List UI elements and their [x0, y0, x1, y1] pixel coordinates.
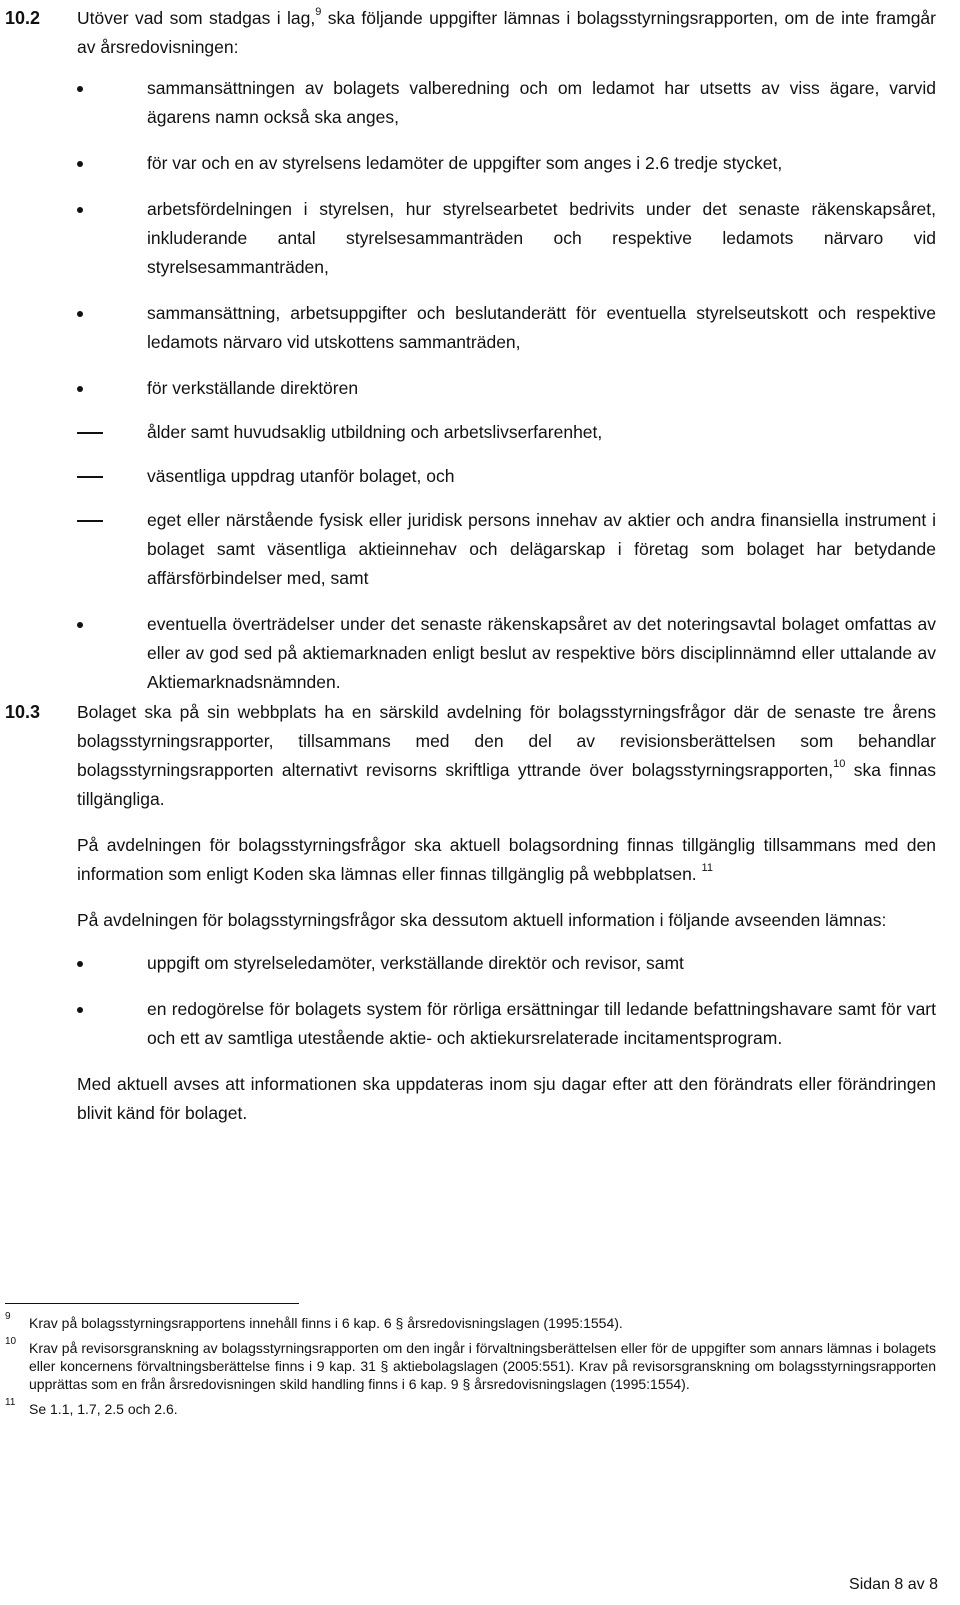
footnotes	[5, 1303, 936, 1425]
bullet-icon	[77, 311, 83, 317]
footnote-text: Krav på bolagsstyrningsrapportens innehåll finns i 6 kap. 6 § årsredovisningslagen (1995:1554).	[29, 1315, 623, 1331]
paragraph: Med aktuell avses att informationen ska uppdateras inom sju dagar efter att den förändrats eller förändringen blivit känd för bolaget.	[77, 1074, 936, 1123]
dash-icon	[77, 432, 103, 434]
section-10-3	[0, 698, 936, 1128]
list-item	[77, 74, 936, 132]
paragraph-text: Bolaget ska på sin webbplats ha en särskild avdelning för bolagsstyrningsfrågor där de senaste tre årens bolagsstyrningsrapporter, tillsammans med den del av revisionsberättelsen som behandlar bolagsstyrningsrapporten alternativt revisorns skriftliga yttrande över bolagsstyrningsrapporten,	[77, 702, 936, 780]
bullet-icon	[77, 622, 83, 628]
dash-item	[77, 418, 936, 447]
dash-item	[77, 506, 936, 593]
intro-text: Utöver vad som stadgas i lag,	[77, 8, 316, 28]
paragraph: På avdelningen för bolagsstyrningsfrågor ska dessutom aktuell information i följande avseenden lämnas:	[77, 910, 887, 930]
footnote	[5, 1397, 936, 1418]
list-item-text: sammansättning, arbetsuppgifter och beslutanderätt för eventuella styrelseutskott och respektive ledamots närvaro vid utskottens sammanträden,	[147, 303, 936, 352]
footnote	[5, 1311, 936, 1332]
dash-item-text: väsentliga uppdrag utanför bolaget, och	[147, 466, 455, 486]
list-item	[77, 949, 936, 978]
footnote-number: 10	[5, 1336, 17, 1347]
dash-icon	[77, 520, 103, 522]
footnote-divider	[5, 1303, 299, 1304]
paragraph-text: På avdelningen för bolagsstyrningsfrågor ska aktuell bolagsordning finnas tillgänglig tillsammans med den information som enligt Koden ska lämnas eller finnas tillgänglig på webbplatsen.	[77, 835, 936, 884]
bullet-list	[77, 74, 936, 697]
list-item-text: sammansättningen av bolagets valberedning och om ledamot har utsetts av viss ägare, varvid ägarens namn också ska anges,	[147, 78, 936, 127]
bullet-icon	[77, 961, 83, 967]
list-item-text: arbetsfördelningen i styrelsen, hur styrelsearbetet bedrivits under det senaste räkenskapsåret, inkluderande antal styrelsesammanträden och respektive ledamots närvaro vid styrelsesammanträden,	[147, 199, 936, 277]
list-item	[77, 195, 936, 282]
dash-list	[77, 418, 936, 593]
bullet-icon	[77, 86, 83, 92]
dash-item	[77, 462, 936, 491]
bullet-icon	[77, 386, 83, 392]
footnote-ref-10[interactable]: 10	[833, 758, 846, 771]
list-item	[77, 374, 936, 593]
footnote-ref-11[interactable]: 11	[701, 862, 713, 875]
section-10-2	[0, 4, 936, 697]
list-item	[77, 299, 936, 357]
list-item	[77, 610, 936, 697]
page-number: Sidan 8 av 8	[849, 1576, 938, 1593]
list-item	[77, 149, 936, 178]
intro-text-cont: ska följande uppgifter lämnas i bolagsstyrningsrapporten, om de inte framgår av årsredovisningen:	[77, 8, 936, 57]
list-item-text: för verkställande direktören	[147, 378, 359, 398]
footnote	[5, 1336, 936, 1393]
dash-item-text: eget eller närstående fysisk eller juridisk persons innehav av aktier och andra finansiella instrument i bolaget samt väsentliga aktieinnehav och delägarskap i företag som bolaget har betydande affärsförbindelser med, samt	[147, 510, 936, 588]
footnote-text: Se 1.1, 1.7, 2.5 och 2.6.	[29, 1401, 178, 1417]
footnote-number: 9	[5, 1311, 11, 1322]
footnote-number: 11	[5, 1397, 16, 1408]
dash-item-text: ålder samt huvudsaklig utbildning och arbetslivserfarenhet,	[147, 422, 603, 442]
section-intro	[77, 4, 936, 62]
footnote-ref-9[interactable]: 9	[315, 6, 322, 19]
list-item-text: eventuella överträdelser under det senaste räkenskapsåret av det noteringsavtal bolaget omfattas av eller av god sed på aktiemarknaden enligt beslut av respektive börs disciplinnämnd eller uttalande av Aktiemarknadsnämnden.	[147, 614, 936, 692]
paragraph-text-cont: ska finnas tillgängliga.	[77, 760, 937, 809]
list-item-text: för var och en av styrelsens ledamöter de uppgifter som anges i 2.6 tredje stycket,	[147, 153, 783, 173]
bullet-list	[77, 949, 936, 1053]
dash-icon	[77, 476, 103, 478]
bullet-icon	[77, 1007, 83, 1013]
list-item	[77, 995, 936, 1053]
paragraph	[77, 698, 936, 814]
footnote-text: Krav på revisorsgranskning av bolagsstyrningsrapporten om den ingår i förvaltningsberättelsen eller för de uppgifter som annars lämnas i bolagets eller koncernens förvaltningsberättelse finns i 9 kap. 31 § aktiebolagslagen (2005:551). Krav på revisorsgranskning om bolagsstyrningsrapporten upprättas som en från årsredovisningen skild handling finns i 6 kap. 9 § årsredovisningslagen (1995:1554).	[29, 1340, 936, 1392]
section-number: 10.2	[5, 8, 41, 28]
bullet-icon	[77, 161, 83, 167]
bullet-icon	[77, 207, 83, 213]
section-number: 10.3	[5, 702, 41, 722]
paragraph	[77, 831, 936, 889]
list-item-text: en redogörelse för bolagets system för rörliga ersättningar till ledande befattningshavare samt för vart och ett av samtliga utestående aktie- och aktiekursrelaterade incitamentsprogram.	[147, 999, 936, 1048]
list-item-text: uppgift om styrelseledamöter, verkställande direktör och revisor, samt	[147, 953, 684, 973]
